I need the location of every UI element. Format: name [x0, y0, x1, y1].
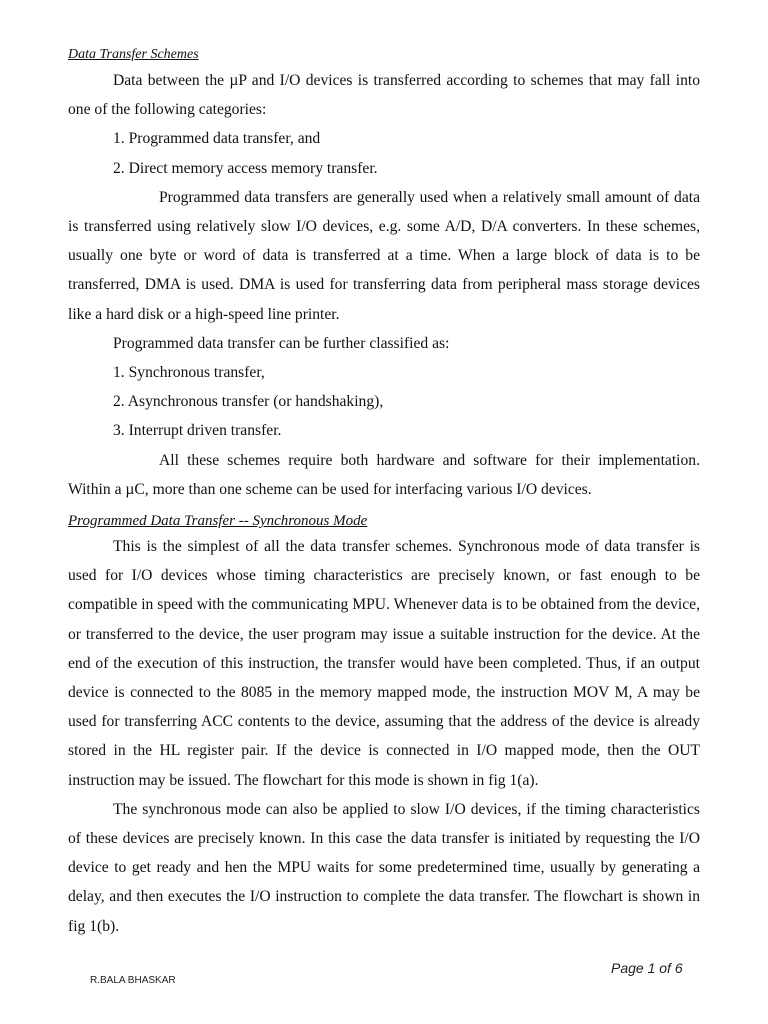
page-number: Page 1 of 6	[611, 960, 683, 976]
synchronous-paragraph-2: The synchronous mode can also be applied to slow I/O devices, if the timing characteristics of these devices are precisely known. In this case the data transfer is initiated by requesting the I/O device to get ready and hen the MPU waits for some predetermined time, usually by generating a delay, and then executes the I/O instruction to complete the data transfer. The flowchart is shown in fig 1(b).	[68, 800, 700, 935]
all-schemes-paragraph: All these schemes require both hardware and software for their implementation. Within a µC, more than one scheme can be used for interfacing various I/O devices.	[68, 451, 700, 498]
synchronous-paragraph-1: This is the simplest of all the data transfer schemes. Synchronous mode of data transfer is used for I/O devices whose timing characteristics are precisely known, or fast enough to be compatible in speed with the communicating MPU. Whenever data is to be obtained from the device, or transferred to the device, the user program may issue a suitable instruction for the device. At the end of the execution of this instruction, the transfer would have been completed. Thus, if an output device is connected to the 8085 in the memory mapped mode, the instruction MOV M, A may be used for transferring ACC contents to the device, assuming that the address of the device is already stored in the HL register pair. If the device is connected in I/O mapped mode, then the OUT instruction may be issued. The flowchart for this mode is shown in fig 1(a).	[68, 538, 700, 789]
category-item: 2. Direct memory access memory transfer.	[113, 159, 378, 177]
classified-intro: Programmed data transfer can be further classified as:	[113, 334, 450, 352]
footer-author: R.BALA BHASKAR	[90, 975, 176, 986]
class-item: 3. Interrupt driven transfer.	[113, 422, 282, 440]
section-heading-data-transfer-schemes: Data Transfer Schemes	[68, 47, 199, 62]
section-heading-synchronous-mode: Programmed Data Transfer -- Synchronous Mode	[68, 513, 368, 530]
category-item: 1. Programmed data transfer, and	[113, 130, 321, 148]
class-item: 2. Asynchronous transfer (or handshaking),	[113, 393, 384, 411]
class-item: 1. Synchronous transfer,	[113, 364, 265, 382]
programmed-transfer-paragraph: Programmed data transfers are generally used when a relatively small amount of data is transferred using relatively slow I/O devices, e.g. some A/D, D/A converters. In these schemes, usually one byte or word of data is transferred at a time. When a large block of data is to be transferred, DMA is used. DMA is used for transferring data from peripheral mass storage devices like a hard disk or a high-speed line printer.	[68, 188, 700, 323]
document-body	[68, 44, 700, 941]
intro-paragraph: Data between the µP and I/O devices is transferred according to schemes that may fall into one of the following categories:	[68, 72, 700, 119]
